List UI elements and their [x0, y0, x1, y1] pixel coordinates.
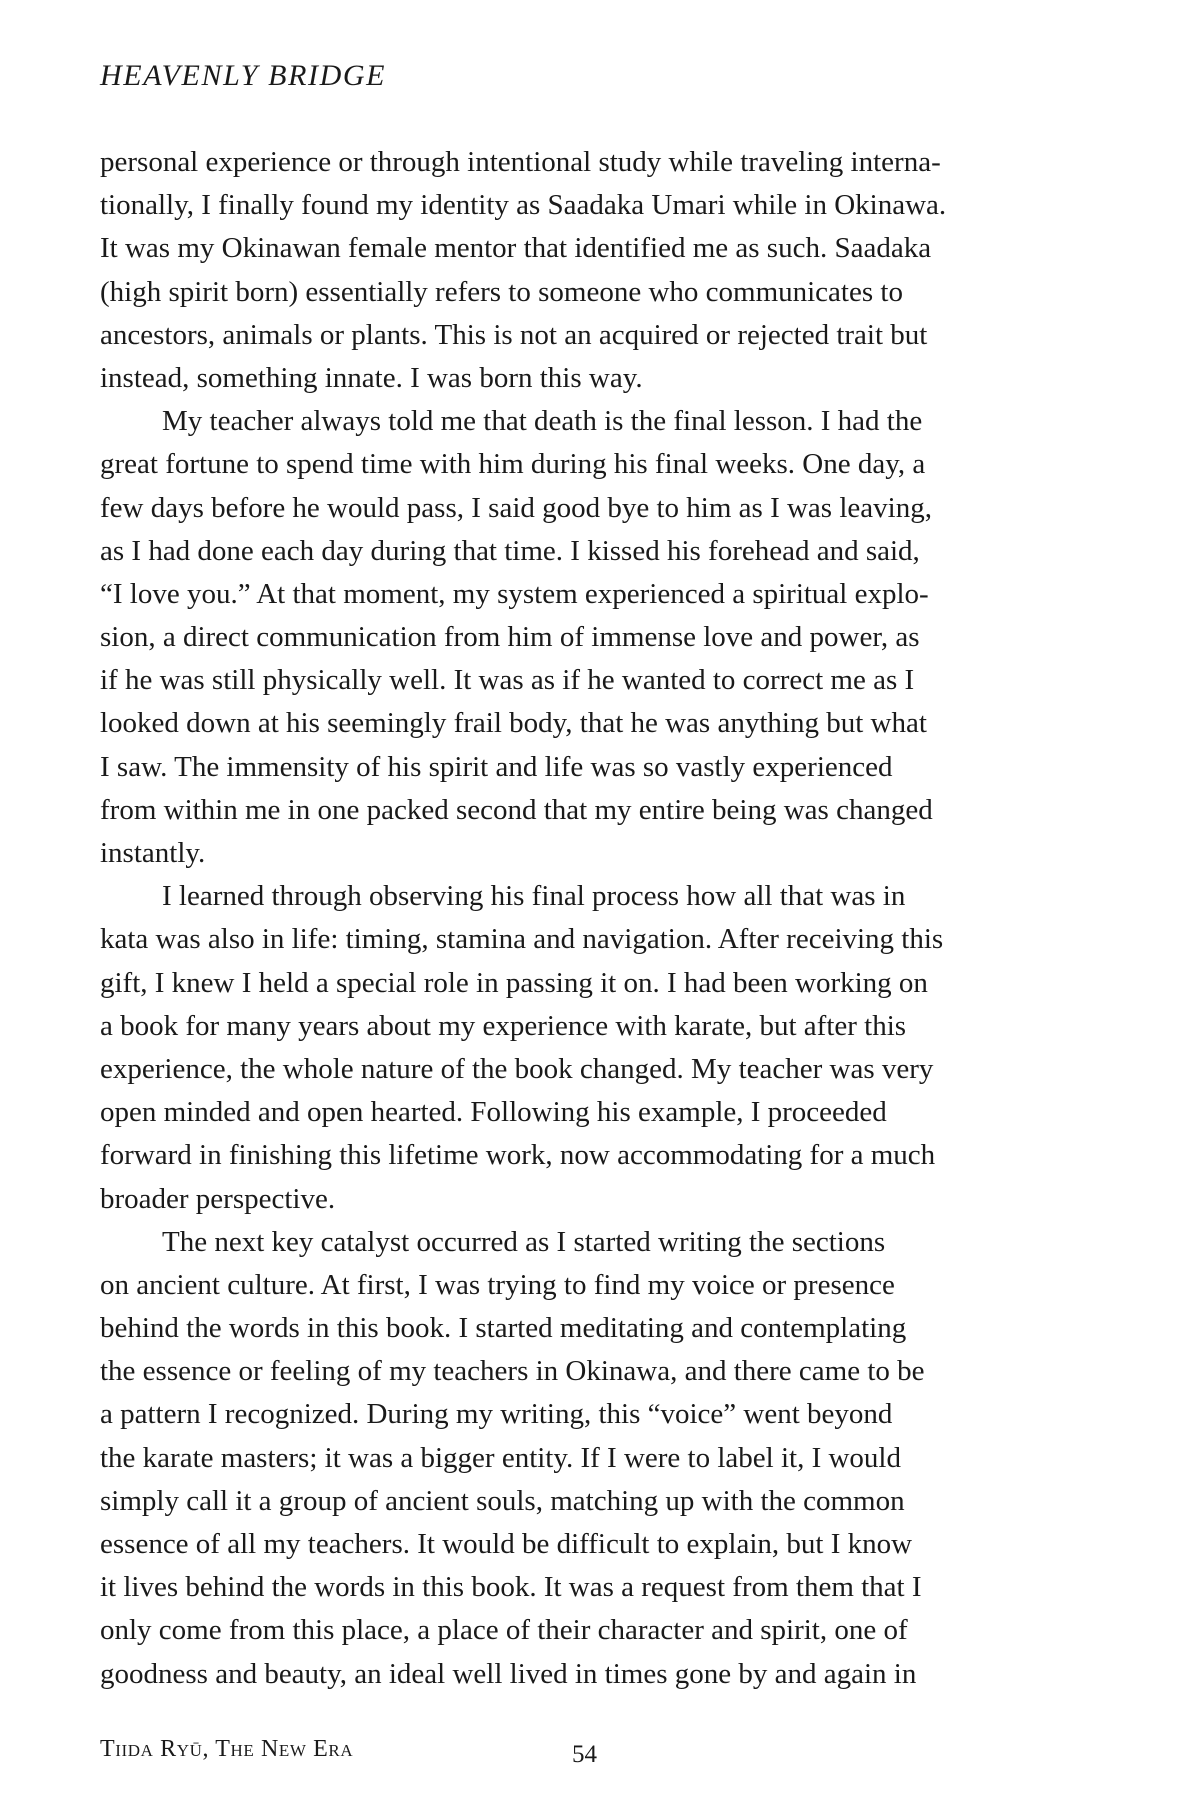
text-line: “I love you.” At that moment, my system experienced a spiritual explo-: [100, 577, 929, 610]
text-line: from within me in one packed second that my entire being was changed: [100, 793, 933, 826]
text-line: ancestors, animals or plants. This is not an acquired or rejected trait but: [100, 318, 928, 351]
text-line: The next key catalyst occurred as I started writing the sections: [162, 1225, 886, 1258]
text-line: essence of all my teachers. It would be difficult to explain, but I know: [100, 1528, 913, 1560]
text-line: great fortune to spend time with him during his final weeks. One day, a: [100, 448, 926, 481]
text-line: goodness and beauty, an ideal well lived in times gone by and again in: [100, 1657, 917, 1690]
text-line: the karate masters; it was a bigger entity. If I were to label it, I would: [100, 1441, 901, 1474]
text-line: I learned through observing his final process how all that was in: [162, 880, 906, 913]
text-line: few days before he would pass, I said good bye to him as I was leaving,: [100, 491, 932, 524]
running-head-title: HEAVENLY BRIDGE: [100, 59, 387, 92]
text-line: open minded and open hearted. Following his example, I proceeded: [100, 1096, 887, 1129]
text-line: as I had done each day during that time. I kissed his forehead and said,: [100, 534, 920, 567]
text-line: behind the words in this book. I started meditating and contemplating: [100, 1312, 907, 1345]
text-line: My teacher always told me that death is the final lesson. I had the: [162, 405, 923, 438]
text-line: forward in finishing this lifetime work, now accommodating for a much: [100, 1139, 936, 1172]
text-line: if he was still physically well. It was as if he wanted to correct me as I: [100, 664, 915, 697]
text-line: gift, I knew I held a special role in passing it on. I had been working on: [100, 966, 928, 999]
text-line: only come from this place, a place of their character and spirit, one of: [100, 1614, 908, 1647]
text-line: a pattern I recognized. During my writing, this “voice” went beyond: [100, 1398, 893, 1431]
text-line: experience, the whole nature of the book changed. My teacher was very: [100, 1052, 934, 1085]
body-text: [100, 141, 1070, 1696]
text-line: simply call it a group of ancient souls, matching up with the common: [100, 1484, 905, 1517]
text-line: sion, a direct communication from him of immense love and power, as: [100, 621, 920, 654]
text-line: personal experience or through intentional study while traveling interna-: [100, 146, 941, 178]
text-line: on ancient culture. At first, I was trying to find my voice or presence: [100, 1268, 895, 1301]
footer-book-title: Tiida Ryū, The New Era: [100, 1736, 354, 1762]
text-line: I saw. The immensity of his spirit and life was so vastly experienced: [100, 750, 893, 783]
text-line: (high spirit born) essentially refers to someone who communicates to: [100, 275, 903, 308]
text-line: instead, something innate. I was born this way.: [100, 361, 643, 394]
text-line: kata was also in life: timing, stamina and navigation. After receiving this: [100, 923, 944, 956]
text-line: It was my Okinawan female mentor that identified me as such. Saadaka: [100, 232, 932, 265]
text-line: it lives behind the words in this book. It was a request from them that I: [100, 1571, 922, 1604]
text-line: instantly.: [100, 837, 206, 869]
text-line: tionally, I finally found my identity as Saadaka Umari while in Okinawa.: [100, 189, 947, 222]
text-line: looked down at his seemingly frail body, that he was anything but what: [100, 707, 927, 740]
text-line: broader perspective.: [100, 1182, 336, 1215]
text-line: a book for many years about my experience with karate, but after this: [100, 1009, 907, 1042]
text-line: the essence or feeling of my teachers in Okinawa, and there came to be: [100, 1355, 925, 1388]
page-number: 54: [572, 1741, 597, 1768]
